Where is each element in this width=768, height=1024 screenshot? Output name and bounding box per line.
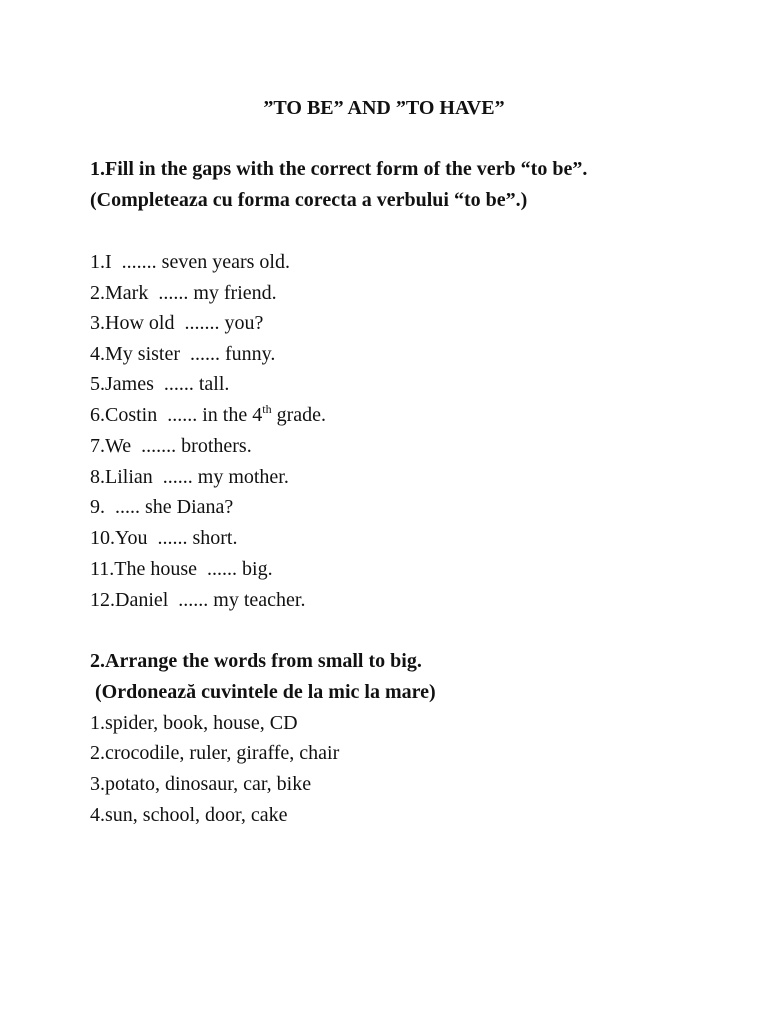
section1-subheading: (Completeaza cu forma corecta a verbului “to be”.) <box>90 189 528 211</box>
page-title: ”TO BE” AND ”TO HAVE” <box>263 97 505 119</box>
exercise1-item: 12.Daniel ...... my teacher. <box>90 589 306 611</box>
section2-heading: 2.Arrange the words from small to big. <box>90 650 422 672</box>
exercise2-item: 3.potato, dinosaur, car, bike <box>90 773 312 795</box>
exercise1-item: 9. ..... she Diana? <box>90 496 234 518</box>
exercise1-item <box>90 403 326 427</box>
exercise1-item: 10.You ...... short. <box>90 527 238 549</box>
exercise1-item: 8.Lilian ...... my mother. <box>90 466 289 488</box>
exercise1-item: 3.How old ....... you? <box>90 312 264 334</box>
section2-subheading: (Ordonează cuvintele de la mic la mare) <box>90 681 436 703</box>
exercise2-item: 4.sun, school, door, cake <box>90 804 288 826</box>
exercise1-item: 11.The house ...... big. <box>90 558 273 580</box>
exercise1-item-6-superscript: th <box>262 402 272 416</box>
exercise1-item: 5.James ...... tall. <box>90 373 230 395</box>
exercise1-item-6-text: 6.Costin ...... in the 4 <box>90 404 263 426</box>
exercise1-item: 2.Mark ...... my friend. <box>90 282 277 304</box>
exercise1-item: 4.My sister ...... funny. <box>90 343 276 365</box>
exercise1-item-6-suffix: grade. <box>271 404 326 426</box>
exercise1-item: 7.We ....... brothers. <box>90 435 252 457</box>
exercise2-item: 1.spider, book, house, CD <box>90 712 298 734</box>
exercise1-item: 1.I ....... seven years old. <box>90 251 290 273</box>
exercise2-item: 2.crocodile, ruler, giraffe, chair <box>90 742 340 764</box>
section1-heading: 1.Fill in the gaps with the correct form of the verb “to be”. <box>90 158 588 180</box>
